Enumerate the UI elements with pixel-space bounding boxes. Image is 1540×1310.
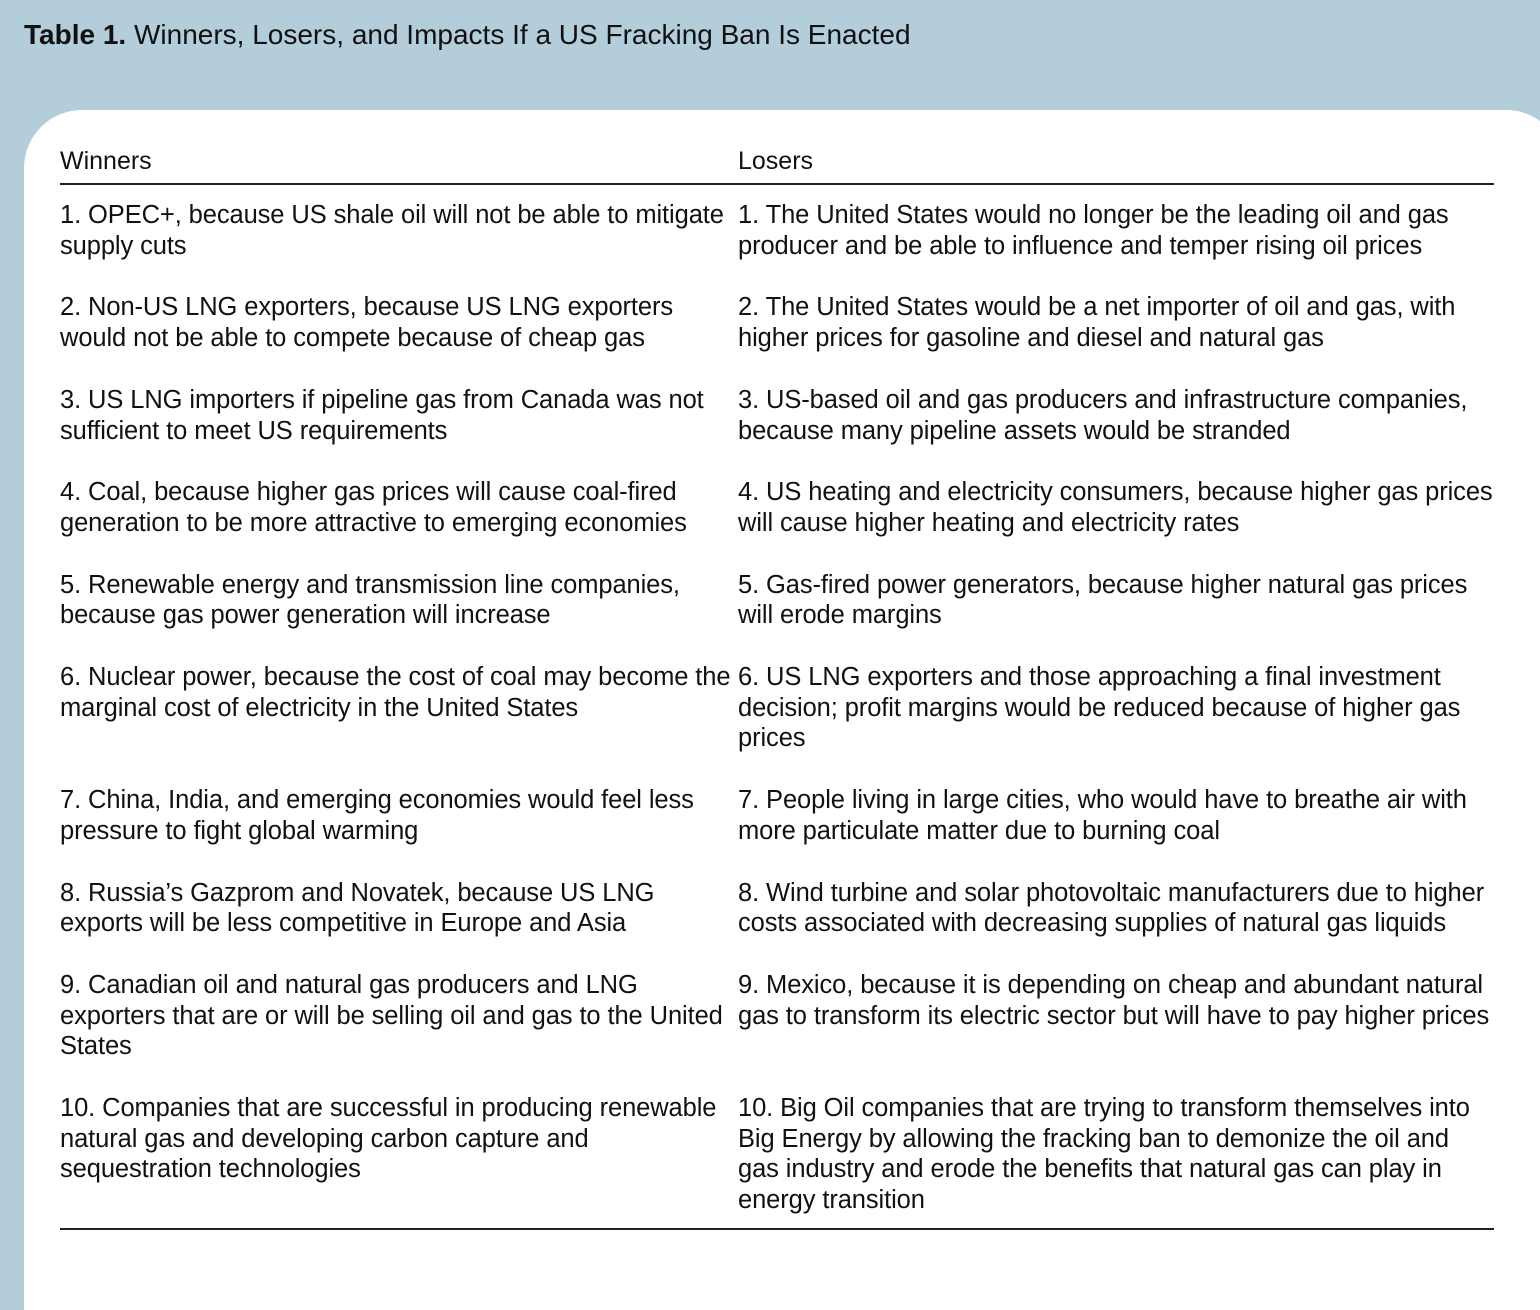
winner-cell: 9. Canadian oil and natural gas producers and LNG exporters that are or will be selling oil and gas to the United States <box>60 970 723 1061</box>
loser-cell: 9. Mexico, because it is depending on cheap and abundant natural gas to transform its electric sector but will have to pay higher prices <box>738 970 1490 1030</box>
table-row <box>60 785 1494 846</box>
winner-cell: 10. Companies that are successful in producing renewable natural gas and developing carbon capture and sequestration technologies <box>60 1094 717 1184</box>
loser-cell: 7. People living in large cities, who would have to breathe air with more particulate matter due to burning coal <box>738 786 1467 845</box>
loser-cell: 4. US heating and electricity consumers, because higher gas prices will cause higher heating and electricity rates <box>738 478 1493 537</box>
winners-losers-table <box>60 140 1494 1230</box>
winner-cell: 1. OPEC+, because US shale oil will not be able to mitigate supply cuts <box>60 201 724 260</box>
winner-cell: 2. Non-US LNG exporters, because US LNG exporters would not be able to compete because of cheap gas <box>60 293 674 353</box>
table-caption-text: Winners, Losers, and Impacts If a US Fracking Ban Is Enacted <box>126 19 911 50</box>
table-row <box>60 570 1494 631</box>
table-row <box>60 477 1494 538</box>
table-row <box>60 662 1494 754</box>
loser-cell: 1. The United States would no longer be the leading oil and gas producer and be able to influence and temper rising oil prices <box>738 201 1449 260</box>
winner-cell: 3. US LNG importers if pipeline gas from Canada was not sufficient to meet US requirements <box>60 385 704 445</box>
header-winners: Winners <box>60 147 152 175</box>
header-losers: Losers <box>738 147 814 175</box>
table-caption-label: Table 1. <box>24 19 127 50</box>
table-caption <box>24 18 911 52</box>
table-row <box>60 878 1494 939</box>
table-row <box>60 292 1494 353</box>
loser-cell: 3. US-based oil and gas producers and infrastructure companies, because many pipeline assets would be stranded <box>738 385 1468 445</box>
winner-cell: 7. China, India, and emerging economies would feel less pressure to fight global warming <box>60 786 694 845</box>
loser-cell: 6. US LNG exporters and those approaching a final investment decision; profit margins would be reduced because of higher gas prices <box>738 663 1461 753</box>
table-row <box>60 970 1494 1062</box>
loser-cell: 8. Wind turbine and solar photovoltaic manufacturers due to higher costs associated with decreasing supplies of natural gas liquids <box>738 878 1485 938</box>
table-row <box>60 200 1494 261</box>
loser-cell: 10. Big Oil companies that are trying to transform themselves into Big Energy by allowing the fracking ban to demonize the oil and gas industry and erode the benefits that natural gas can play in energy transition <box>738 1094 1470 1215</box>
loser-cell: 5. Gas-fired power generators, because higher natural gas prices will erode margins <box>738 570 1468 630</box>
table-header-row <box>60 140 1494 185</box>
winner-cell: 4. Coal, because higher gas prices will cause coal-fired generation to be more attractive to emerging economies <box>60 478 687 537</box>
loser-cell: 2. The United States would be a net importer of oil and gas, with higher prices for gasoline and diesel and natural gas <box>738 293 1456 353</box>
table-row <box>60 1093 1494 1216</box>
table-row <box>60 385 1494 446</box>
winner-cell: 6. Nuclear power, because the cost of coal may become the marginal cost of electricity in the United States <box>60 663 731 722</box>
winner-cell: 8. Russia’s Gazprom and Novatek, because US LNG exports will be less competitive in Europe and Asia <box>60 878 655 938</box>
table-body <box>60 185 1494 1230</box>
winner-cell: 5. Renewable energy and transmission line companies, because gas power generation will increase <box>60 570 680 630</box>
